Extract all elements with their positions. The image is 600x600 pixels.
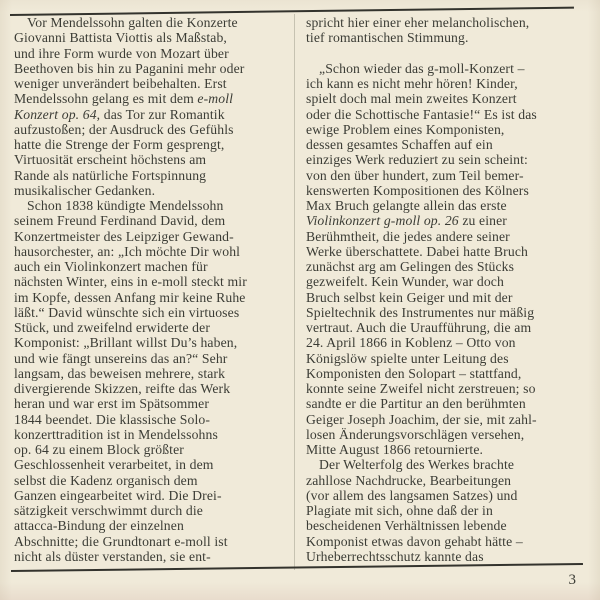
text-line: Berühmtheit, die jedes andere seiner [306,228,510,244]
text-line: und wie fängt unsereins das an?“ Sehr [14,350,228,366]
text-line: gezweifelt. Kein Wunder, war doch [306,274,504,290]
text-line: Komponist: „Brillant willst Du’s haben, [14,335,238,351]
text-line: langsam, das beweisen mehrere, stark [14,365,226,381]
text-line: Komponisten den Solopart – stattfand, [306,365,522,381]
text-line: Ganzen eingearbeitet wird. Die Drei- [14,487,222,503]
text-line: vertraut. Auch die Uraufführung, die am [306,320,532,335]
text-line: op. 64 zu einem Block größter [14,442,184,457]
text-line: von den über hundert, zum Teil bemer- [306,167,524,183]
text-line: Mitte August 1866 retournierte. [306,442,484,457]
text-line: bescheidenen Verhältnissen lebende [306,518,507,534]
text-line: spielt doch mal mein zweites Konzert [306,91,517,107]
text-line: nicht als düster verstanden, sie ent- [14,548,211,564]
text-line: selbst die Kadenz organisch dem [14,472,198,488]
text-line: Stück, und zweifelnd erwiderte der [14,320,211,335]
text-line: Geiger Joseph Joachim, der sie, mit zahl- [306,411,537,427]
text-line: ich kann es nicht mehr hören! Kinder, [306,76,518,91]
text-line: musikalischer Gedanken. [14,182,156,198]
text-line: tief romantischen Stimmung. [306,30,469,46]
blank-line [306,46,594,61]
text-line: zunächst arg am Gelingen des Stücks [306,259,515,274]
text-line: konnte seine Zweifel nicht zerstreuen; so [306,381,536,396]
text-line: Plagiate mit sich, ohne daß der in [306,503,493,518]
text-line: attacca-Bindung der einzelnen [14,518,184,534]
text-line: Konzert op. 64, das Tor zur Romantik [14,106,225,122]
text-line: und ihre Form wurde von Mozart über [14,45,229,61]
text-line: oder die Schottische Fantasie!“ Es ist das [306,106,537,122]
text-line: Konzertmeister des Leipziger Gewand- [14,228,234,244]
text-line: Mendelssohn gelang es mit dem e-moll [14,91,234,107]
text-line: aufzustoßen; der Ausdruck des Gefühls [14,121,234,137]
text-line: spricht hier einer eher melancholischen, [306,15,530,30]
text-line: Komponist etwas davon gehabt hätte – [306,533,523,549]
text-line: divergierende Skizzen, reifte das Werk [14,381,231,396]
text-line: Urheberrechtsschutz kannte das [306,548,484,564]
text-line: Der Welterfolg des Werkes brachte [319,457,515,473]
text-line: (vor allem des langsamen Satzes) und [306,487,518,503]
left-column [14,15,292,564]
text-line: kenswerten Kompositionen des Kölners [306,182,529,198]
text-line: Königslöw spielte unter Leitung des [306,350,509,366]
text-line: „Schon wieder das g-moll-Konzert – [319,60,525,76]
text-line: Violinkonzert g-moll op. 26 zu einer [306,213,507,229]
text-line: dessen gesamtes Schaffen auf ein [306,137,493,152]
text-line: Bruch selbst kein Geiger und mit der [306,289,513,305]
text-line: Rande als natürliche Fortspinnung [14,167,207,183]
text-line: Giovanni Battista Viottis als Maßstab, [14,30,227,46]
text-line: läßt.“ David wünschte sich ein virtuoses [14,304,240,320]
text-line: auch ein Violinkonzert machen für [14,259,208,274]
text-line: Beethoven bis hin zu Paganini mehr oder [14,60,245,76]
text-line: Geschlossenheit verarbeitet, in dem [14,457,214,473]
page-number: 3 [568,572,576,588]
text-line: heran und war erst im Spätsommer [14,396,210,412]
text-line: ewige Problem eines Komponisten, [306,121,505,137]
text-line: 1844 beendet. Die klassische Solo- [14,411,211,427]
text-line: einziges Werk reduziert zu sein scheint: [306,152,528,168]
text-line: losen Änderungsvorschlägen versehen, [306,426,525,442]
text-line: seinem Freund Ferdinand David, dem [14,213,226,229]
text-line: Max Bruch gelangte allein das erste [306,198,507,213]
text-line: Virtuosität erscheint höchstens am [14,152,207,168]
text-line: im Kopfe, dessen Anfang mir keine Ruhe [14,289,246,305]
text-line: nächsten Winter, eins in e-moll steckt mir [14,274,247,290]
text-line: Abschnitte; die Grundtonart e-moll ist [14,533,228,549]
text-line: 24. April 1866 in Koblenz – Otto von [306,335,516,351]
text-line: Schon 1838 kündigte Mendelssohn [27,198,224,213]
bottom-rule [11,563,583,572]
text-line: konzerttradition ist in Mendelssohns [14,426,218,442]
text-line: Werke überschattete. Dabei hatte Bruch [306,243,528,259]
right-column [306,15,594,564]
column-divider [294,14,295,570]
text-line: hatte die Strenge der Form gesprengt, [14,137,225,152]
text-line: sätzigkeit verschwimmt durch die [14,503,203,518]
text-line: sandte er die Partitur an den berühmten [306,396,526,412]
text-line: zahllose Nachdrucke, Bearbeitungen [306,472,512,488]
text-line: weniger unverändert beibehalten. Erst [14,76,227,91]
text-line: Spieltechnik des Instrumentes nur mäßig [306,304,535,320]
text-line: hausorchester, an: „Ich möchte Dir wohl [14,243,241,259]
text-line: Vor Mendelssohn galten die Konzerte [27,15,238,30]
